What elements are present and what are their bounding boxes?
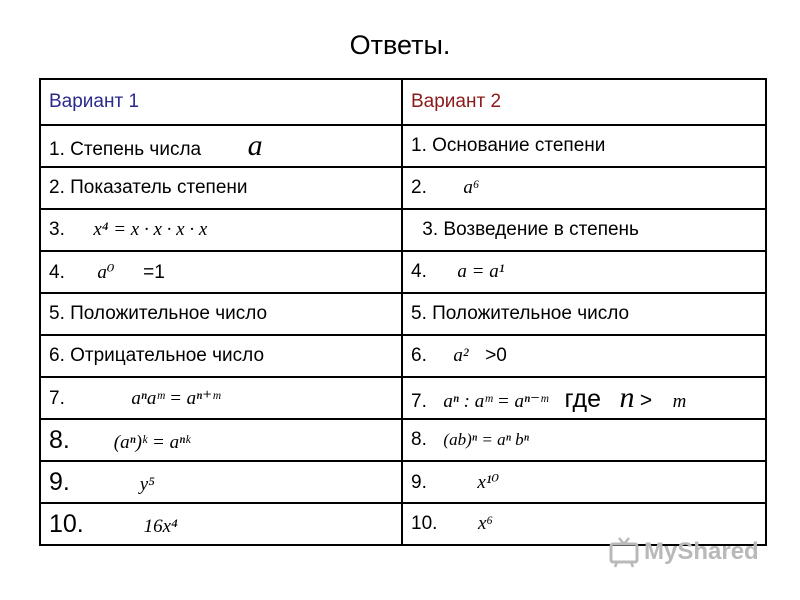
answer-cell-v2 [402,251,766,293]
answer-cell-v1 [40,251,402,293]
answer-cell-v1 [40,167,402,209]
math-expression: a² [453,345,469,366]
math-expression: a = a¹ [457,261,505,282]
table-row [40,209,766,251]
math-expression: m [672,391,687,412]
answer-text: 2. [411,177,427,198]
math-expression: n [619,381,635,414]
watermark [608,536,759,568]
answer-text: 7. [49,387,65,409]
answer-text: 10. [411,513,438,534]
answer-text: где [564,385,601,413]
answer-cell-v2 [402,167,766,209]
table-row [40,335,766,377]
answer-text: >0 [485,345,507,366]
table-row [40,377,766,419]
answer-cell-v2 [402,335,766,377]
answer-text: 9. [49,467,70,496]
math-expression: x⁶ [477,513,494,534]
watermark-text: MyShared [644,538,759,565]
answer-cell-v2 [402,461,766,503]
answer-text: 2. Показатель степени [49,177,248,198]
answer-text: 8. [411,429,427,450]
answer-cell-v2 [402,293,766,335]
answer-text: 1. Основание степени [411,135,606,156]
table-row [40,293,766,335]
answer-cell-v1 [40,377,402,419]
answer-cell-v1 [40,503,402,545]
answer-text: 3. [49,219,65,240]
math-expression: 16x⁴ [143,515,178,537]
table-header-row [40,79,766,125]
answer-cell-v2 [402,377,766,419]
math-expression: a⁶ [463,177,480,198]
answer-text: 5. Положительное число [411,303,630,324]
header-variant-1: Вариант 1 [40,79,402,125]
answer-text: 9. [411,471,427,493]
answer-text: 3. Возведение в степень [422,219,639,240]
answer-text: 4. [411,261,427,282]
answer-cell-v2 [402,125,766,167]
answer-text: 10. [49,509,84,538]
answer-cell-v1 [40,461,402,503]
answer-text: 8. [49,425,70,454]
math-expression: y⁵ [139,473,155,495]
answer-text: 5. Положительное число [49,303,268,324]
answer-cell-v1 [40,419,402,461]
answer-text: =1 [143,261,165,283]
answer-cell-v1 [40,209,402,251]
answer-text: 6. [411,345,427,366]
answer-text: 4. [49,261,65,283]
table-row [40,125,766,167]
answer-text: 7. [411,391,427,412]
math-expression: a [247,129,263,162]
table-row [40,461,766,503]
answer-cell-v2 [402,419,766,461]
table-row [40,419,766,461]
math-expression: aⁿ : aᵐ = aⁿ⁻ᵐ [443,391,548,412]
page-title: Ответы. [349,30,451,60]
answer-cell-v1 [40,335,402,377]
math-expression: x¹⁰ [477,471,500,493]
math-expression: aⁿaᵐ = aⁿ⁺ᵐ [131,387,221,409]
tv-icon [608,536,640,568]
answer-cell-v1 [40,125,402,167]
answer-text: 6. Отрицательное число [49,345,265,366]
answer-text: 1. Степень числа [49,139,202,160]
answer-cell-v1 [40,293,402,335]
math-expression: (aⁿ)ᵏ = aⁿᵏ [113,431,191,453]
math-expression: x⁴ = x · x · x · x [93,219,208,240]
table-row [40,167,766,209]
answers-table [39,78,767,546]
math-expression: (ab)ⁿ = aⁿ bⁿ [443,430,530,449]
math-expression: a⁰ [97,261,115,283]
answer-cell-v2 [402,209,766,251]
header-variant-2: Вариант 2 [402,79,766,125]
answer-text: > [639,389,653,412]
table-row [40,251,766,293]
